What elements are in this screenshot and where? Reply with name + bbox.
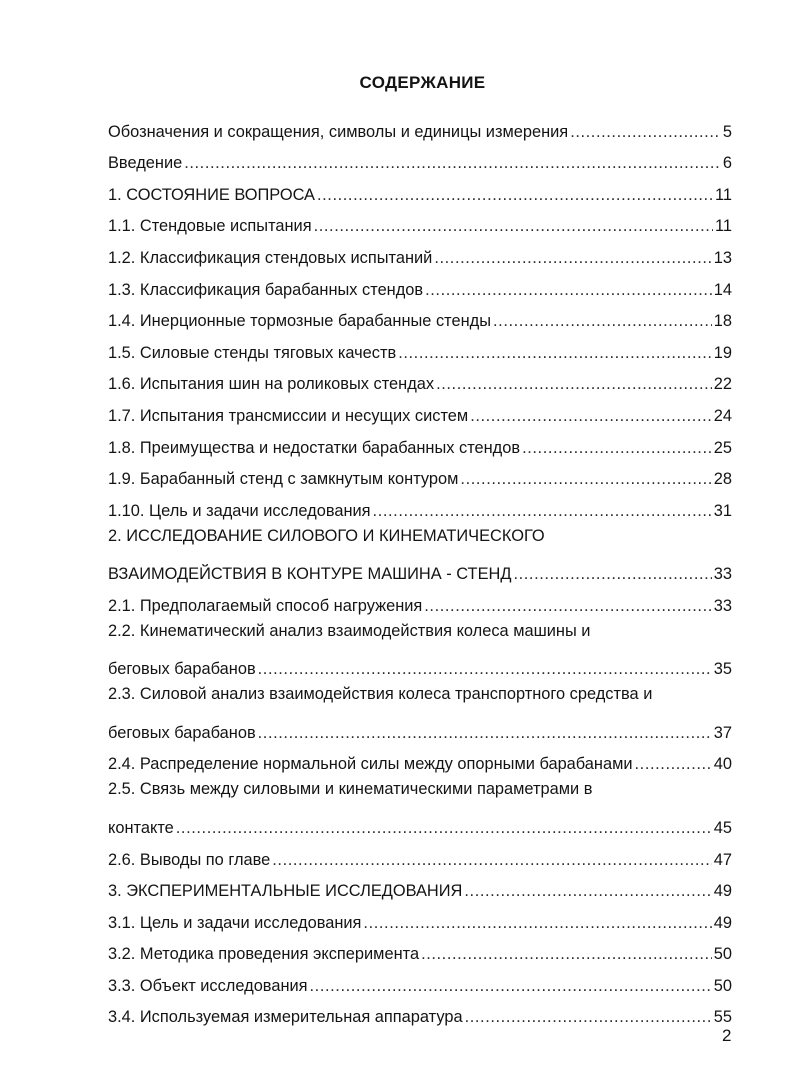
page-number: 2 <box>722 1026 732 1045</box>
toc-entry-row <box>108 470 732 489</box>
toc-entry-row <box>108 186 732 205</box>
toc-entry-title: 3. ЭКСПЕРИМЕНТАЛЬНЫЕ ИССЛЕДОВАНИЯ <box>108 882 463 901</box>
toc-entry-row <box>108 154 732 173</box>
toc-entry-page: 5 <box>722 122 732 141</box>
toc-entry-title: 1.2. Классификация стендовых испытаний <box>108 248 433 267</box>
toc-entry-row <box>108 344 732 363</box>
toc-entry-row <box>108 914 732 933</box>
toc-entry <box>108 240 732 272</box>
toc-entry-page: 50 <box>713 976 732 995</box>
toc-dot-leader <box>310 977 712 996</box>
toc-entry-page: 33 <box>713 596 732 615</box>
toc-entry-title: Обозначения и сокращения, символы и единицы измерения <box>108 122 569 141</box>
toc-entry-row <box>108 375 732 394</box>
toc-dot-leader <box>470 407 712 426</box>
toc-entry-row <box>108 977 732 996</box>
toc-entry-row <box>108 1008 732 1027</box>
toc-dot-leader <box>176 819 712 838</box>
toc-dot-leader <box>513 565 711 584</box>
toc-entry-page: 24 <box>713 406 732 425</box>
toc-entry-row <box>108 724 732 743</box>
toc-dot-leader <box>373 502 712 521</box>
toc-entry-title-line1: 2.3. Силовой анализ взаимодействия колеса транспортного средства и <box>108 685 653 704</box>
toc-entry-title: 3.3. Объект исследования <box>108 976 308 995</box>
toc-entry-title: 1.3. Классификация барабанных стендов <box>108 280 424 299</box>
toc-entry <box>108 937 732 969</box>
toc-dot-leader <box>635 755 712 774</box>
toc-entry-title: 3.4. Используемая измерительная аппаратура <box>108 1008 463 1027</box>
toc-entry-page: 6 <box>722 154 732 173</box>
toc-entry <box>108 778 732 842</box>
toc-entry <box>108 398 732 430</box>
toc-entry <box>108 146 732 178</box>
toc-entry-page: 11 <box>714 185 732 204</box>
toc-entry-row <box>108 407 732 426</box>
toc-entry-title: 3.2. Методика проведения эксперимента <box>108 945 420 964</box>
toc-entry <box>108 209 732 241</box>
toc-dot-leader <box>570 123 721 142</box>
toc-dot-leader <box>436 375 712 394</box>
toc-dot-leader <box>421 945 712 964</box>
toc-entry-title-line1: 2.5. Связь между силовыми и кинематическими параметрами в <box>108 780 593 799</box>
toc-dot-leader <box>258 660 712 679</box>
toc-entry-title: 2.6. Выводы по главе <box>108 850 271 869</box>
toc-entry-page: 25 <box>713 438 732 457</box>
toc-entry-page: 28 <box>713 470 732 489</box>
toc-dot-leader <box>317 186 713 205</box>
toc-entry-title: ВЗАИМОДЕЙСТВИЯ В КОНТУРЕ МАШИНА - СТЕНД <box>108 565 512 584</box>
toc-entry-row <box>108 597 732 616</box>
toc-entry-title: беговых барабанов <box>108 660 256 679</box>
toc-entry <box>108 1000 732 1032</box>
toc-entry-row <box>108 755 732 774</box>
toc-entry-row <box>108 123 732 142</box>
toc-entry <box>108 272 732 304</box>
toc-entry-page: 55 <box>713 1008 732 1027</box>
toc-entry-title: Введение <box>108 154 183 173</box>
toc-entry <box>108 842 732 874</box>
toc-dot-leader <box>363 914 711 933</box>
toc-entry-page: 14 <box>713 280 732 299</box>
toc-entry <box>108 335 732 367</box>
toc-dot-leader <box>465 1008 712 1027</box>
toc-dot-leader <box>424 597 711 616</box>
toc-dot-leader <box>258 724 712 743</box>
toc-entry-title: 1.7. Испытания трансмиссии и несущих систем <box>108 406 469 425</box>
toc-entry-row <box>108 882 732 901</box>
toc-entry-page: 19 <box>713 343 732 362</box>
toc-entry-title: 1.8. Преимущества и недостатки барабанных стендов <box>108 438 521 457</box>
toc-entry-page: 49 <box>713 913 732 932</box>
toc-dot-leader <box>272 851 712 870</box>
toc-entry-row <box>108 945 732 964</box>
toc-entry-row <box>108 312 732 331</box>
toc-entry-row <box>108 819 732 838</box>
toc-dot-leader <box>464 882 711 901</box>
toc-entry-title-line1: 2. ИССЛЕДОВАНИЕ СИЛОВОГО И КИНЕМАТИЧЕСКОГО <box>108 526 545 545</box>
toc-dot-leader <box>398 344 712 363</box>
toc-entry-title: контакте <box>108 818 174 837</box>
toc-entry-title: 3.1. Цель и задачи исследования <box>108 913 362 932</box>
toc-entry-page: 13 <box>713 248 732 267</box>
toc-entry-page: 35 <box>713 660 732 679</box>
toc-entry <box>108 683 732 747</box>
toc-dot-leader <box>434 249 711 268</box>
toc-entry-row <box>108 439 732 458</box>
toc-entry-title: 1.5. Силовые стенды тяговых качеств <box>108 343 397 362</box>
toc-dot-leader <box>460 470 711 489</box>
toc-dot-leader <box>184 154 721 173</box>
toc-entry-page: 49 <box>713 882 732 901</box>
toc-dot-leader <box>522 439 712 458</box>
toc-entry-title: 1.1. Стендовые испытания <box>108 217 312 236</box>
toc-entry-row <box>108 851 732 870</box>
toc-entry-title: 1.4. Инерционные тормозные барабанные стенды <box>108 312 492 331</box>
toc-entry <box>108 874 732 906</box>
toc-entry-row <box>108 281 732 300</box>
toc-entry <box>108 367 732 399</box>
toc-entry-page: 37 <box>713 723 732 742</box>
toc-entry-page: 45 <box>713 818 732 837</box>
toc-entry-title: 1.6. Испытания шин на роликовых стендах <box>108 375 435 394</box>
toc-entry-title: 1. СОСТОЯНИЕ ВОПРОСА <box>108 185 315 204</box>
toc-dot-leader <box>493 312 712 331</box>
toc-entry <box>108 493 732 525</box>
toc-entry <box>108 304 732 336</box>
toc-dot-leader <box>314 217 713 236</box>
toc-entry-row <box>108 217 732 236</box>
toc-entry-row <box>108 565 732 584</box>
toc-entry-title: 1.10. Цель и задачи исследования <box>108 501 371 520</box>
toc-entry-row <box>108 502 732 521</box>
toc-entry-page: 47 <box>713 850 732 869</box>
toc-entry-page: 33 <box>713 565 732 584</box>
toc-entry <box>108 905 732 937</box>
toc-entry <box>108 114 732 146</box>
toc-entry-row <box>108 249 732 268</box>
toc-entry-title-line1: 2.2. Кинематический анализ взаимодействия колеса машины и <box>108 621 591 640</box>
toc-entry-row <box>108 660 732 679</box>
toc-entry <box>108 747 732 779</box>
toc-entry-page: 31 <box>713 501 732 520</box>
toc-entry-page: 40 <box>713 755 732 774</box>
toc-entry-title: 1.9. Барабанный стенд с замкнутым контуром <box>108 470 459 489</box>
toc-entry <box>108 177 732 209</box>
toc-entry-title: 2.1. Предполагаемый способ нагружения <box>108 596 423 615</box>
page-title: СОДЕРЖАНИЕ <box>359 73 486 92</box>
toc-entry <box>108 525 732 589</box>
toc-entry <box>108 620 732 684</box>
toc-entry-page: 22 <box>713 375 732 394</box>
toc-entry-page: 18 <box>713 312 732 331</box>
toc-entry-page: 11 <box>714 217 732 236</box>
toc-entry <box>108 462 732 494</box>
table-of-contents <box>108 114 732 1031</box>
toc-entry <box>108 588 732 620</box>
toc-entry-page: 50 <box>713 945 732 964</box>
toc-entry-title: беговых барабанов <box>108 723 256 742</box>
toc-entry <box>108 968 732 1000</box>
toc-entry-title: 2.4. Распределение нормальной силы между опорными барабанами <box>108 755 633 774</box>
toc-dot-leader <box>425 281 712 300</box>
toc-entry <box>108 430 732 462</box>
